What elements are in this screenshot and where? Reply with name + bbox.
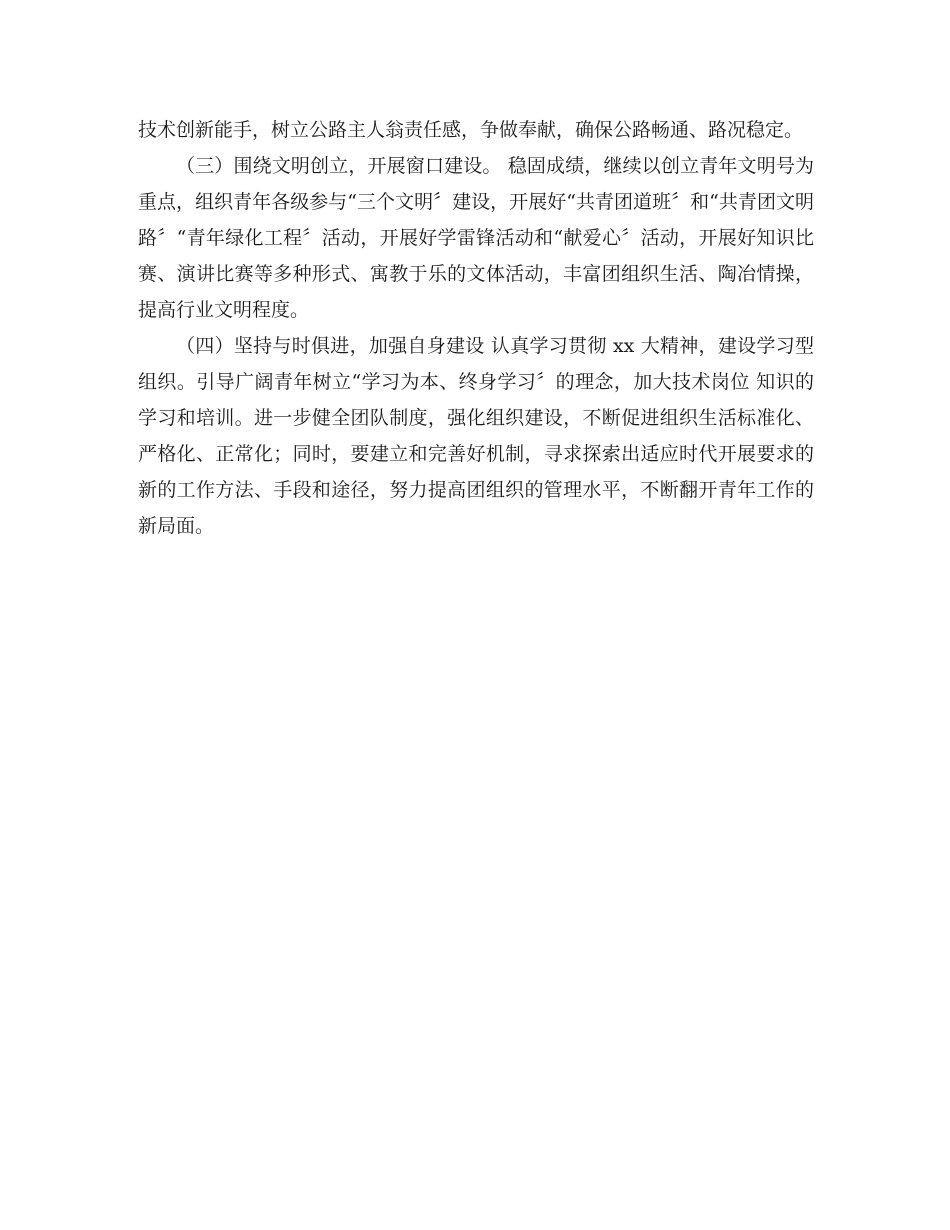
paragraph-continuation: 技术创新能手，树立公路主人翁责任感，争做奉献，确保公路畅通、路况稳定。 [138, 119, 804, 141]
paragraph-section-four: （四）坚持与时俱进，加强自身建设 认真学习贯彻 xx 大精神，建设学习型组织。引导广阔青年树立“学习为本、终身学习〞的理念，加大技术岗位 知识的学习和培训。进一步健全团队制度，强化组织建设，不断促进组织生活标准化、严格化、正常化；同时，要建立和完善好机制，寻求探索出适应时代开展要求的新的工作方法、手段和途径，努力提高团组织的管理水平，不断翻开青年工作的新局面。 [138, 335, 814, 537]
document-body [138, 112, 814, 544]
paragraph-section-three: （三）围绕文明创立，开展窗口建设。 稳固成绩，继续以创立青年文明号为重点，组织青年各级参与“三个文明〞建设，开展好“共青团道班〞和“共青团文明路〞“青年绿化工程〞活动，开展好学雷锋活动和“献爱心〞活动，开展好知识比赛、演讲比赛等多种形式、寓教于乐的文体活动，丰富团组织生活、陶冶情操，提高行业文明程度。 [138, 155, 814, 321]
